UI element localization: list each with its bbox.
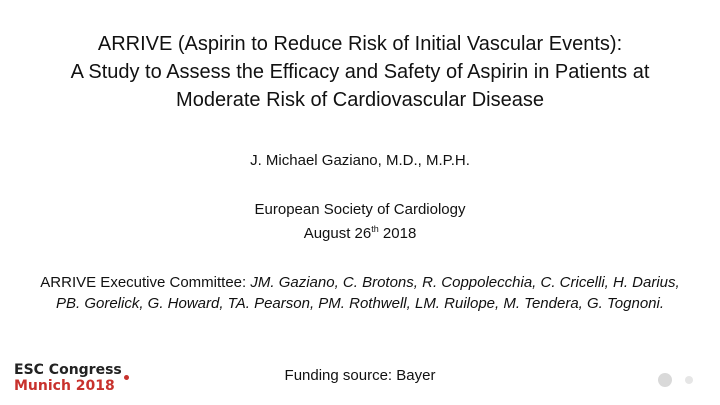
date-prefix: August 26 <box>303 225 372 242</box>
circle-small-icon <box>685 376 693 384</box>
title-line-1: ARRIVE (Aspirin to Reduce Risk of Initial Vascular Events): <box>97 33 623 55</box>
funding-source: Funding source: Bayer <box>284 367 436 384</box>
presentation-date <box>0 225 720 243</box>
title-line-3: Moderate Risk of Cardiovascular Disease <box>176 89 544 111</box>
date-suffix: th <box>371 224 379 234</box>
executive-committee <box>36 272 684 314</box>
committee-names: JM. Gaziano, C. Brotons, R. Coppolecchia, C. Cricelli, H. Darius, PB. Gorelick, G. Howard, TA. Pearson, PM. Rothwell, LM. Ruilope, M. Tendera, G. Tognoni. <box>55 274 680 312</box>
date-year: 2018 <box>378 225 417 242</box>
society-name: European Society of Cardiology <box>254 201 466 218</box>
circle-icon <box>658 373 672 387</box>
title-line-2: A Study to Assess the Efficacy and Safety of Aspirin in Patients at <box>70 61 650 83</box>
slide-title <box>20 30 700 114</box>
logo-dot-icon <box>124 375 129 380</box>
logo-line-2: Munich 2018 <box>14 378 115 394</box>
esc-congress-logo <box>14 362 122 394</box>
committee-label: ARRIVE Executive Committee: <box>40 274 251 291</box>
presenter-name: J. Michael Gaziano, M.D., M.P.H. <box>250 152 470 169</box>
logo-line-1: ESC Congress <box>14 362 122 378</box>
